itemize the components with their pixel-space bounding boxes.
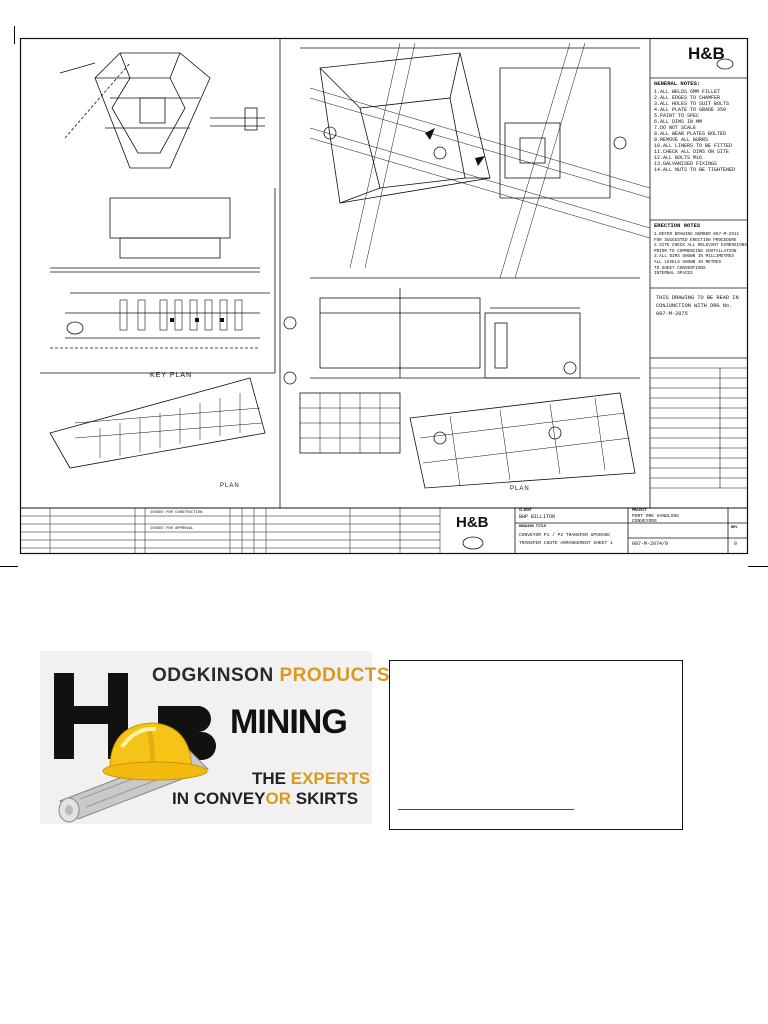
issue-construction: ISSUED FOR CONSTRUCTION [150, 511, 203, 515]
client-name: BHP BILLITON [519, 514, 556, 520]
revision-value: 0 [734, 541, 738, 547]
project-name: PORT ORE HANDLING CONVEYORS [632, 514, 679, 524]
erection-notes-title: ERECTION NOTES [654, 222, 701, 229]
crop-mark-bottom-right [748, 566, 768, 567]
tagline-conveyor-skirts [172, 789, 358, 809]
tagline-the: THE [252, 769, 291, 788]
company-logo-small: H&B [688, 44, 725, 63]
brand-name-mining: MINING [230, 703, 347, 741]
brand-name-odgkinson: ODGKINSON [152, 665, 274, 686]
read-with-note: THIS DRAWING TO BE READ IN CONJUNCTION WITH DRG No. 087-M-2075 [656, 295, 739, 317]
general-notes: 1.ALL WELDS 6MM FILLET 2.ALL EDGES TO CHAMFER 3.ALL HOLES TO SUIT BOLTS 4.ALL PLATE TO GRADE 350 5.PAINT TO SPEC 6.ALL DIMS IN MM 7.DO NOT SCALE 8.ALL WEAR PLATES BOLTED 9.REMOVE ALL BURRS 10.ALL LINERS TO BE FITTED 11.CHECK ALL DIMS ON SITE 12.ALL BOLTS M16 13.GALVANISED FIXINGS 14.ALL NUTS TO BE TIGHTENED [654, 89, 736, 173]
drawing-linework [20, 38, 748, 554]
drawing-number: 087-M-2074/0 [632, 541, 669, 547]
revision-label: REV [731, 526, 738, 530]
plan-label-left: PLAN [220, 483, 240, 489]
issue-approval: ISSUED FOR APPROVAL [150, 527, 194, 531]
tagline-experts-word: EXPERTS [290, 769, 371, 788]
drawing-title-label: DRAWING TITLE [519, 525, 547, 529]
brand-name-products: PRODUCTS [279, 665, 391, 686]
crop-mark-bottom-left [0, 566, 18, 567]
contact-info-box [389, 660, 683, 830]
tagline-experts [252, 769, 370, 789]
project-label: PROJECT [632, 509, 647, 513]
key-plan-label: KEY PLAN [150, 372, 193, 379]
brand-line-1 [152, 665, 390, 687]
plan-label-right: PLAN [510, 486, 530, 492]
tagline-skirts: SKIRTS [291, 789, 359, 808]
client-label: CLIENT [519, 509, 532, 513]
tagline-or: OR [265, 789, 292, 808]
tagline-in-convey: IN CONVEY [172, 789, 266, 808]
drawing-title: CONVEYOR P1 / P2 TRANSFER UPGRADE TRANSFER CHUTE ARRANGEMENT SHEET 1 [519, 533, 613, 546]
hyperlink-underline[interactable] [398, 809, 574, 810]
hodgkinson-promo-banner [40, 651, 391, 824]
engineering-drawing [20, 38, 748, 554]
general-notes-title: GENERAL NOTES: [654, 80, 701, 87]
erection-notes: 1.REFER DRAWING NUMBER 087-M-2911 FOR SUGGESTED ERECTION PROCEDURE 2.SITE CHECK ALL RELEVANT DIMENSIONS PRIOR TO COMMENCING INSTALLATION 3.ALL DIMS SHOWN IN MILLIMETRES ALL LEVELS SHOWN IN METRES TO SHEET CONVENTIONS INTERNAL SPACES [654, 232, 747, 277]
title-block-logo: H&B [456, 514, 489, 531]
crop-mark-top-left [14, 26, 15, 44]
